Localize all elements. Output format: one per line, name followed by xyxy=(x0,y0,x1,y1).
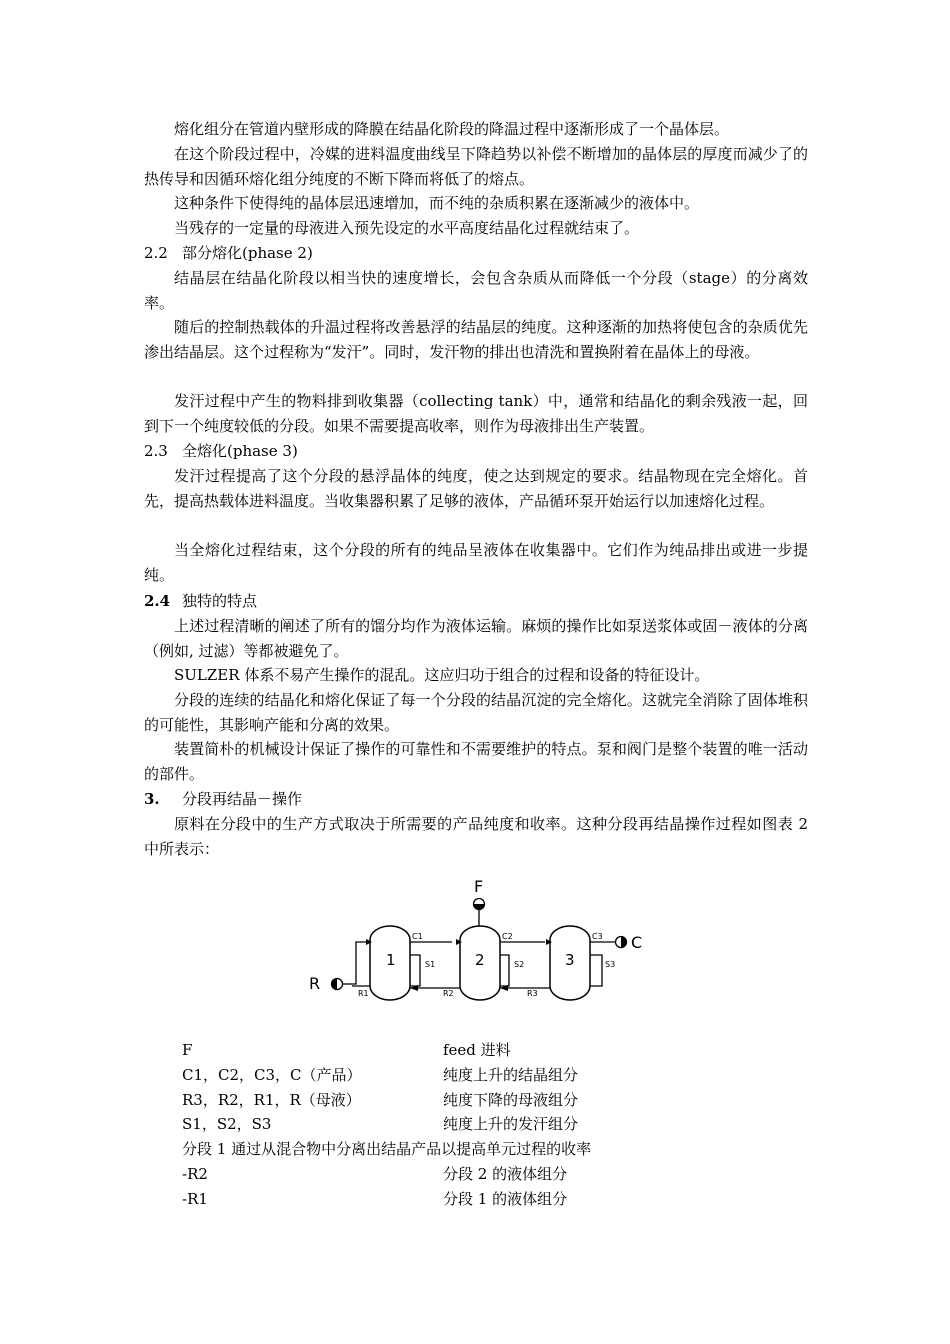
legend-item xyxy=(182,1038,782,1063)
paragraph-3: 这种条件下使得纯的晶体层迅速增加，而不纯的杂质积累在逐渐减少的液体中。 xyxy=(174,194,700,212)
r2-label: R2 xyxy=(443,989,454,998)
section-title: 独特的特点 xyxy=(182,592,258,610)
s2-label: S2 xyxy=(514,960,525,969)
legend-item xyxy=(182,1162,782,1187)
s3-label: S3 xyxy=(605,960,616,969)
c2-label: C2 xyxy=(502,932,513,941)
section-heading-3 xyxy=(144,787,302,811)
s1-line xyxy=(410,955,420,986)
section-title: 部分熔化(phase 2) xyxy=(182,244,313,262)
paragraph-14: 原料在分段中的生产方式取决于所需要的产品纯度和收率。这种分段再结晶操作过程如图表 2 中所表示： xyxy=(144,815,808,858)
section-title: 全熔化(phase 3) xyxy=(182,442,298,460)
legend-description: 纯度下降的母液组分 xyxy=(443,1090,579,1109)
section-title: 分段再结晶－操作 xyxy=(182,790,303,808)
paragraph-7: 发汗过程中产生的物料排到收集器（collecting tank）中，通常和结晶化的剩余残液一起，回到下一个纯度较低的分段。如果不需要提高收率，则作为母液排出生产装置。 xyxy=(144,392,808,435)
legend-term: S1，S2，S3 xyxy=(182,1115,272,1134)
section-heading-2-2 xyxy=(144,241,313,265)
legend-description: 分段 1 的液体组分 xyxy=(443,1189,568,1208)
paragraph-8: 发汗过程提高了这个分段的悬浮晶体的纯度，使之达到规定的要求。结晶物现在完全熔化。首先，提高热载体进料温度。当收集器积累了足够的液体，产品循环泵开始运行以加速熔化过程。 xyxy=(144,467,808,510)
stage-1-label: 1 xyxy=(386,951,396,969)
stage-2-label: 2 xyxy=(475,951,485,969)
legend-item xyxy=(182,1088,782,1113)
section-number: 3. xyxy=(144,790,160,808)
stage-recrystallization-diagram xyxy=(300,872,650,1012)
legend-item xyxy=(182,1063,782,1088)
legend-term: R3，R2，R1，R（母液） xyxy=(182,1090,361,1109)
legend-description: 纯度上升的结晶组分 xyxy=(443,1065,579,1084)
section-number: 2.3 xyxy=(144,442,168,460)
legend-note xyxy=(182,1137,782,1162)
residue-label: R xyxy=(309,974,321,993)
stage-3-label: 3 xyxy=(565,951,575,969)
paragraph-10: 上述过程清晰的阐述了所有的馏分均作为液体运输。麻烦的操作比如泵送浆体或固－液体的分离（例如, 过滤）等都被避免了。 xyxy=(144,617,808,660)
c1-label: C1 xyxy=(412,932,423,941)
legend-item xyxy=(182,1187,782,1212)
r1-label: R1 xyxy=(358,989,369,998)
legend-term: -R1 xyxy=(182,1189,208,1208)
section-number: 2.4 xyxy=(144,592,171,610)
paragraph-5: 结晶层在结晶化阶段以相当快的速度增长，会包含杂质从而降低一个分段（stage）的分离效率。 xyxy=(144,269,808,312)
s1-label: S1 xyxy=(425,960,436,969)
legend-term: C1，C2，C3，C（产品） xyxy=(182,1065,362,1084)
product-label: C xyxy=(631,933,643,952)
legend-description: feed 进料 xyxy=(443,1041,511,1059)
diagram-legend xyxy=(182,1038,782,1212)
feed-label: F xyxy=(474,877,484,896)
paragraph-9: 当全熔化过程结束，这个分段的所有的纯品呈液体在收集器中。它们作为纯品排出或进一步提纯。 xyxy=(144,541,808,584)
legend-term: F xyxy=(182,1041,193,1059)
residue-loop-line xyxy=(352,942,370,984)
legend-description: 分段 2 的液体组分 xyxy=(443,1164,568,1183)
s3-line xyxy=(590,955,602,986)
section-heading-2-4 xyxy=(144,589,257,613)
legend-item xyxy=(182,1112,782,1137)
paragraph-13: 装置简朴的机械设计保证了操作的可靠性和不需要维护的特点。泵和阀门是整个装置的唯一活动的部件。 xyxy=(144,740,808,783)
legend-description: 纯度上升的发汗组分 xyxy=(443,1115,579,1134)
paragraph-12: 分段的连续的结晶化和熔化保证了每一个分段的结晶沉淀的完全熔化。这就完全消除了固体堆积的可能性，其影响产能和分离的效果。 xyxy=(144,691,808,734)
section-number: 2.2 xyxy=(144,244,168,262)
paragraph-1: 熔化组分在管道内壁形成的降膜在结晶化阶段的降温过程中逐渐形成了一个晶体层。 xyxy=(174,120,730,138)
paragraph-11: SULZER 体系不易产生操作的混乱。这应归功于组合的过程和设备的特征设计。 xyxy=(174,666,710,684)
legend-term: -R2 xyxy=(182,1164,208,1183)
paragraph-2: 在这个阶段过程中，冷媒的进料温度曲线呈下降趋势以补偿不断增加的晶体层的厚度而减少了的热传导和因循环熔化组分纯度的不断下降而将低了的熔点。 xyxy=(144,145,808,188)
section-heading-2-3 xyxy=(144,439,298,463)
s2-line xyxy=(500,955,509,986)
paragraph-4: 当残存的一定量的母液进入预先设定的水平高度结晶化过程就结束了。 xyxy=(174,219,640,237)
paragraph-6: 随后的控制热载体的升温过程将改善悬浮的结晶层的纯度。这种逐渐的加热将使包含的杂质优先渗出结晶层。这个过程称为“发汗”。同时，发汗物的排出也清洗和置换附着在晶体上的母液。 xyxy=(144,318,808,361)
legend-term: 分段 1 通过从混合物中分离出结晶产品以提高单元过程的收率 xyxy=(182,1140,592,1159)
r3-label: R3 xyxy=(527,989,538,998)
c3-label: C3 xyxy=(592,932,603,941)
